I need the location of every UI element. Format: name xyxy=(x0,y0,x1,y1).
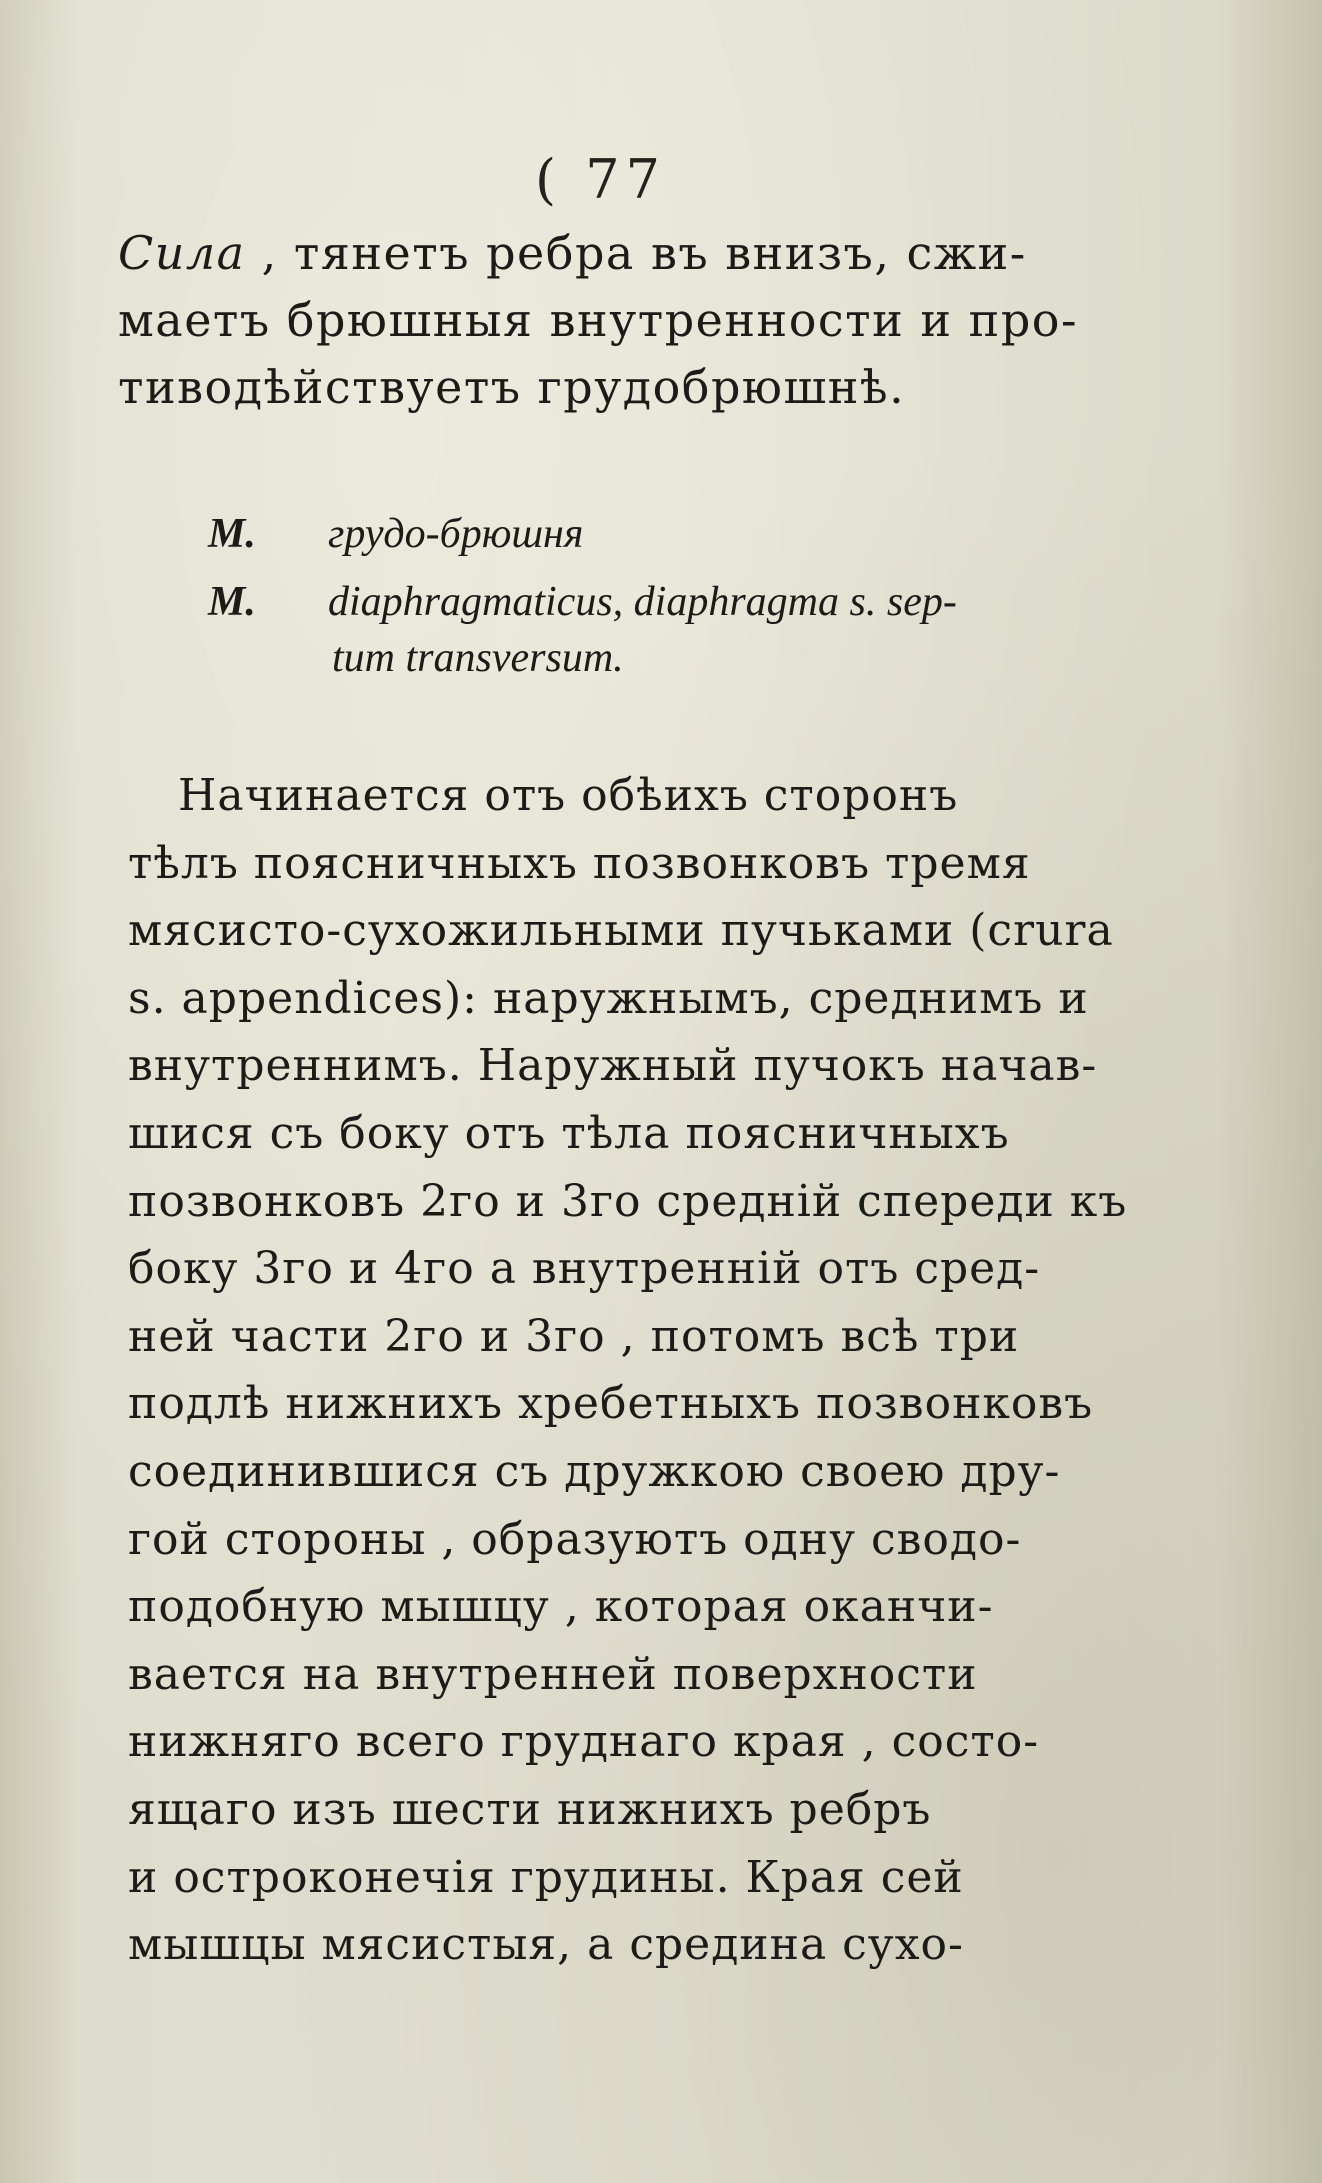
intro-paragraph xyxy=(118,220,1118,421)
body-line: мясисто-сухожильными пучьками (crura xyxy=(128,905,1114,957)
heading-text: грудо-брюшня xyxy=(328,511,584,557)
intro-line-3: тиводѣйствуетъ грудобрюшнѣ. xyxy=(118,360,906,414)
intro-lead-word: Сила xyxy=(118,226,246,280)
body-line: ящаго изъ шести нижнихъ ребръ xyxy=(128,1783,932,1835)
muscle-heading-latin xyxy=(208,578,1128,682)
body-line: гой стороны , образуютъ одну сводо- xyxy=(128,1513,1022,1565)
body-line: внутреннимъ. Наружный пучокъ начав- xyxy=(128,1040,1098,1092)
page-number: ( 77 xyxy=(535,148,666,211)
body-line: нижняго всего груднаго края , состо- xyxy=(128,1716,1040,1768)
intro-line-2: маетъ брюшныя внутренности и про- xyxy=(118,293,1078,347)
intro-line-rest: , тянетъ ребра въ внизъ, сжи- xyxy=(245,226,1027,280)
body-line: позвонковъ 2го и 3го средній спереди къ xyxy=(128,1175,1128,1227)
body-line: мышцы мясистыя, а средина сухо- xyxy=(128,1919,964,1971)
heading-text: diaphragmaticus, diaphragma s. sep- xyxy=(328,579,957,625)
body-line: подобную мышцу , которая оканчи- xyxy=(128,1581,994,1633)
heading-label: M. xyxy=(208,579,256,625)
body-line: и остроконечія грудины. Края сей xyxy=(128,1851,964,1903)
body-line: боку 3го и 4го а внутренній отъ сред- xyxy=(128,1243,1041,1295)
heading-label: M. xyxy=(208,511,256,557)
body-line: шися съ боку отъ тѣла поясничныхъ xyxy=(128,1107,1010,1159)
body-line: соединившися съ дружкою своею дру- xyxy=(128,1445,1061,1497)
body-line: вается на внутренней поверхности xyxy=(128,1648,978,1700)
body-line: s. appendices): наружнымъ, среднимъ и xyxy=(128,972,1089,1024)
body-paragraph xyxy=(128,762,1133,1979)
muscle-heading-russian xyxy=(208,510,1128,558)
body-line: Начинается отъ обѣихъ сторонъ xyxy=(178,770,959,821)
heading-continuation: tum transversum. xyxy=(332,635,624,681)
body-line: тѣлъ поясничныхъ позвонковъ тремя xyxy=(128,837,1031,889)
intro-line-1 xyxy=(118,220,1118,287)
body-line: подлѣ нижнихъ хребетныхъ позвонковъ xyxy=(128,1378,1094,1430)
body-line: ней части 2го и 3го , потомъ всѣ три xyxy=(128,1310,1020,1362)
